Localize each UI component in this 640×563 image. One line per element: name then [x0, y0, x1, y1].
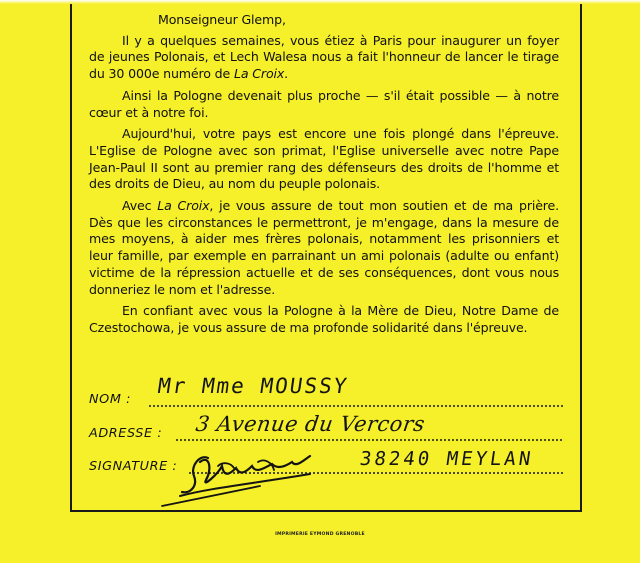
adresse-label: ADRESSE : — [89, 426, 163, 441]
newspaper-title: La Croix — [157, 198, 210, 214]
printer-imprint: IMPRIMERIE EYMOND GRENOBLE — [275, 532, 365, 537]
newspaper-title: La Croix — [233, 66, 285, 82]
paragraph-1: Il y a quelques semaines, vous étiez à Paris pour inaugurer un foyer de jeunes Polonais, et Lech Walesa nous a fait l'honneur de lancer le tirage du 30 000e numéro de La Croix. — [89, 32, 559, 82]
salutation: Monseigneur Glemp, — [158, 12, 286, 27]
signature-label: SIGNATURE : — [89, 459, 178, 474]
city-handwritten-value[interactable]: 38240 MEYLAN — [358, 448, 535, 470]
paragraph-2: Ainsi la Pologne devenait plus proche — s'il était possible — à notre cœur et à notre foi. — [89, 87, 559, 120]
handwritten-signature[interactable] — [160, 444, 320, 510]
paragraph-3: Aujourd'hui, votre pays est encore une fois plongé dans l'épreuve. L'Eglise de Pologne avec son primat, l'Eglise universelle avec notre Pape Jean-Paul II sont au premier rang des défenseurs des droits de l'homme et des droits de Dieu, au nom du peuple polonais. — [89, 126, 559, 192]
paragraph-5: En confiant avec vous la Pologne à la Mère de Dieu, Notre Dame de Czestochowa, je vous assure de ma profonde solidarité dans l'épreuve. — [89, 303, 559, 335]
adresse-dotted-line — [175, 439, 563, 441]
nom-label: NOM : — [89, 392, 132, 407]
nom-dotted-line — [148, 405, 563, 407]
nom-handwritten-value[interactable]: Mr Mme MOUSSY — [156, 374, 351, 398]
adresse-handwritten-value[interactable]: 3 Avenue du Vercors — [194, 412, 427, 436]
letter-body — [89, 12, 559, 342]
paragraph-4: Avec La Croix, je vous assure de tout mon soutien et de ma prière. Dès que les circonstances le permettront, je m'engage, dans la mesure de mes moyens, à aider mes frères polonais, notamment les prisonniers et leur famille, par exemple en parrainant un ami polonais (adulte ou enfant) victime de la répression actuelle et de ses conséquences, dont vous nous donneriez le nom et l'adresse. — [89, 198, 559, 297]
